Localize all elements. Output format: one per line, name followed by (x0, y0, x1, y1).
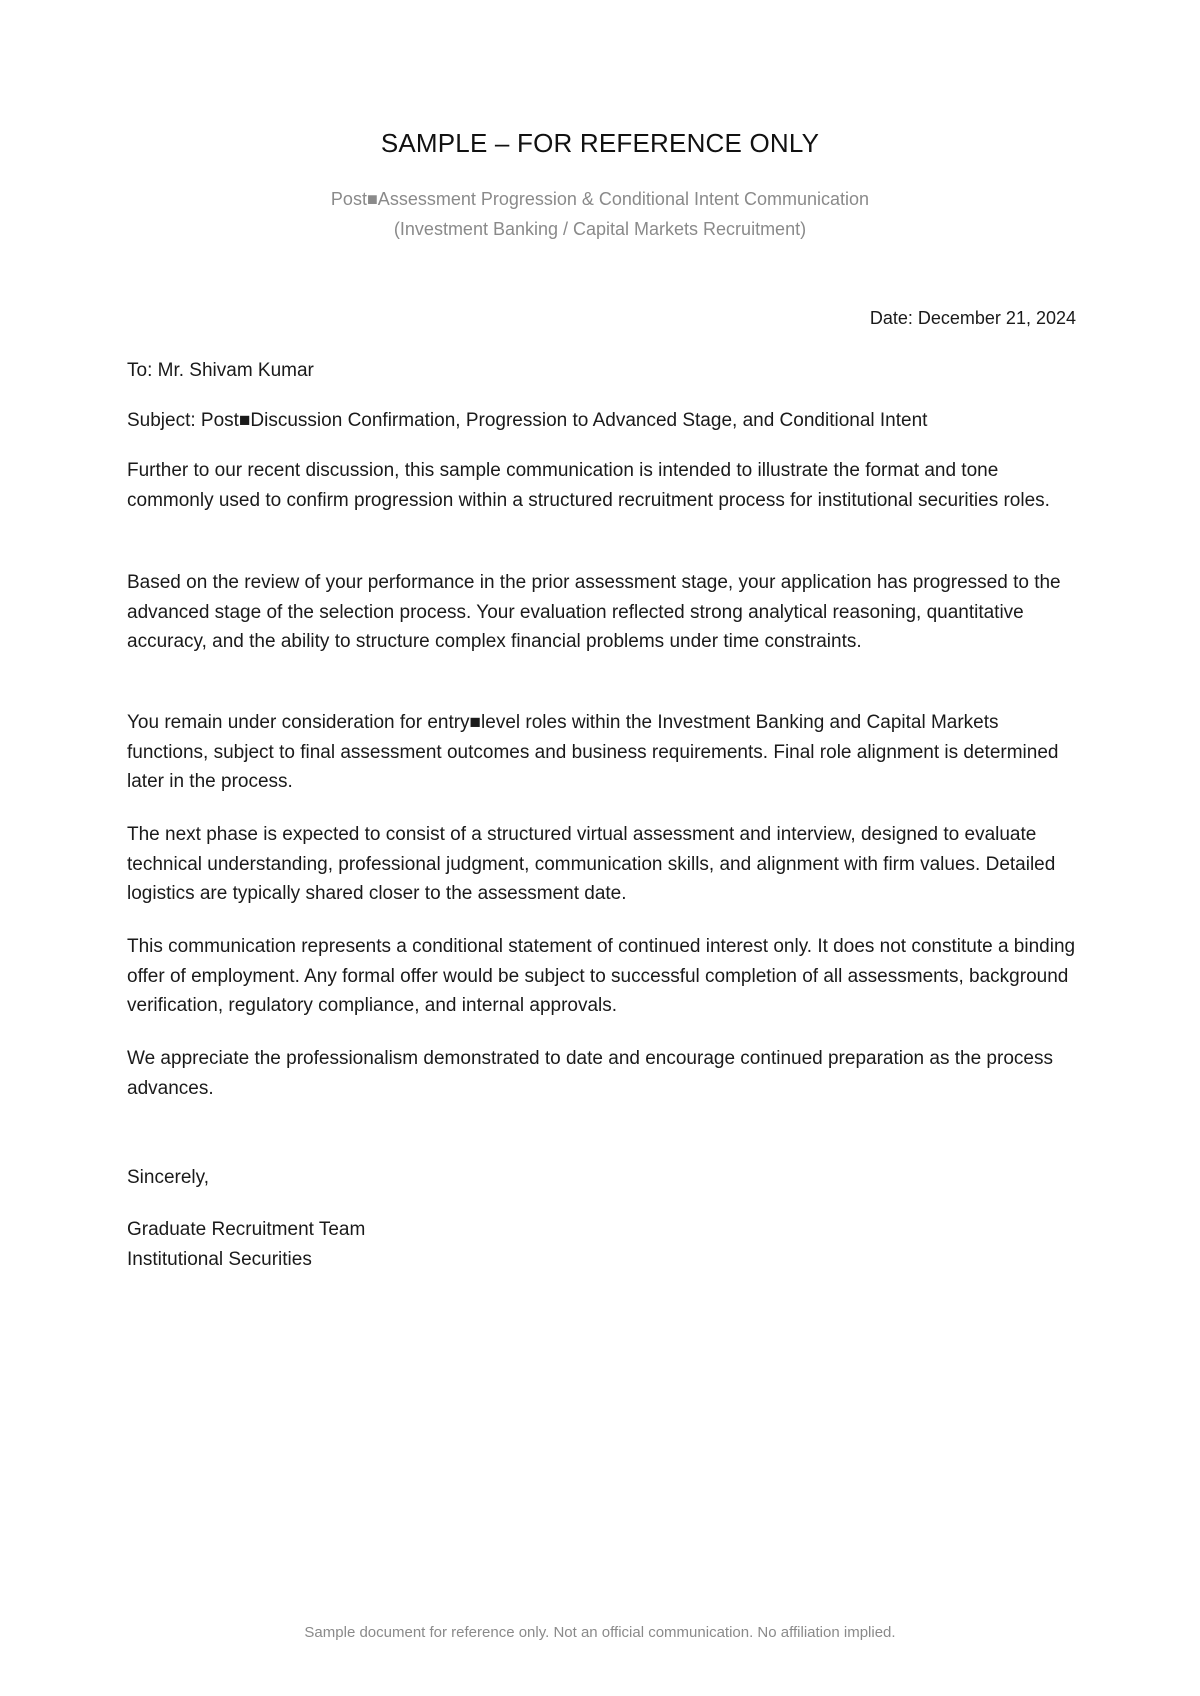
letter-paragraph: This communication represents a conditional statement of continued interest only. It does not constitute a binding offer of employment. Any formal offer would be subject to successful completion of all assessments, background verification, regulatory compliance, and internal approvals. (127, 936, 1076, 1016)
document-title: SAMPLE – FOR REFERENCE ONLY (380, 128, 820, 158)
letter-paragraph: Based on the review of your performance in the prior assessment stage, your application has progressed to the advanced stage of the selection process. Your evaluation reflected strong analytical reasoning, quantitative accuracy, and the ability to structure complex financial problems under time constraints. (127, 572, 1061, 652)
letter-paragraph: We appreciate the professionalism demonstrated to date and encourage continued preparation as the process advances. (127, 1048, 1053, 1099)
letter-date: Date: December 21, 2024 (869, 308, 1076, 328)
letter-paragraph: Further to our recent discussion, this sample communication is intended to illustrate the format and tone commonly used to confirm progression within a structured recruitment process for institutional securities roles. (127, 460, 1050, 511)
letter-paragraph: The next phase is expected to consist of a structured virtual assessment and interview, designed to evaluate technical understanding, professional judgment, communication skills, and alignment with firm values. Detailed logistics are typically shared closer to the assessment date. (127, 824, 1056, 904)
document-subtitle-line2: (Investment Banking / Capital Markets Recruitment) (393, 219, 807, 239)
letter-recipient: To: Mr. Shivam Kumar (127, 360, 314, 381)
signature-division: Institutional Securities (127, 1249, 312, 1270)
document-footer: Sample document for reference only. Not an official communication. No affiliation implied. (304, 1624, 896, 1641)
letter-closing: Sincerely, (127, 1167, 210, 1188)
signature-team: Graduate Recruitment Team (127, 1219, 366, 1240)
letter-paragraph: You remain under consideration for entry■level roles within the Investment Banking and Capital Markets functions, subject to final assessment outcomes and business requirements. Final role alignment is determined later in the process. (127, 712, 1059, 792)
letter-subject: Subject: Post■Discussion Confirmation, Progression to Advanced Stage, and Conditional Intent (127, 410, 928, 431)
document-subtitle-line1: Post■Assessment Progression & Conditional Intent Communication (330, 189, 870, 209)
